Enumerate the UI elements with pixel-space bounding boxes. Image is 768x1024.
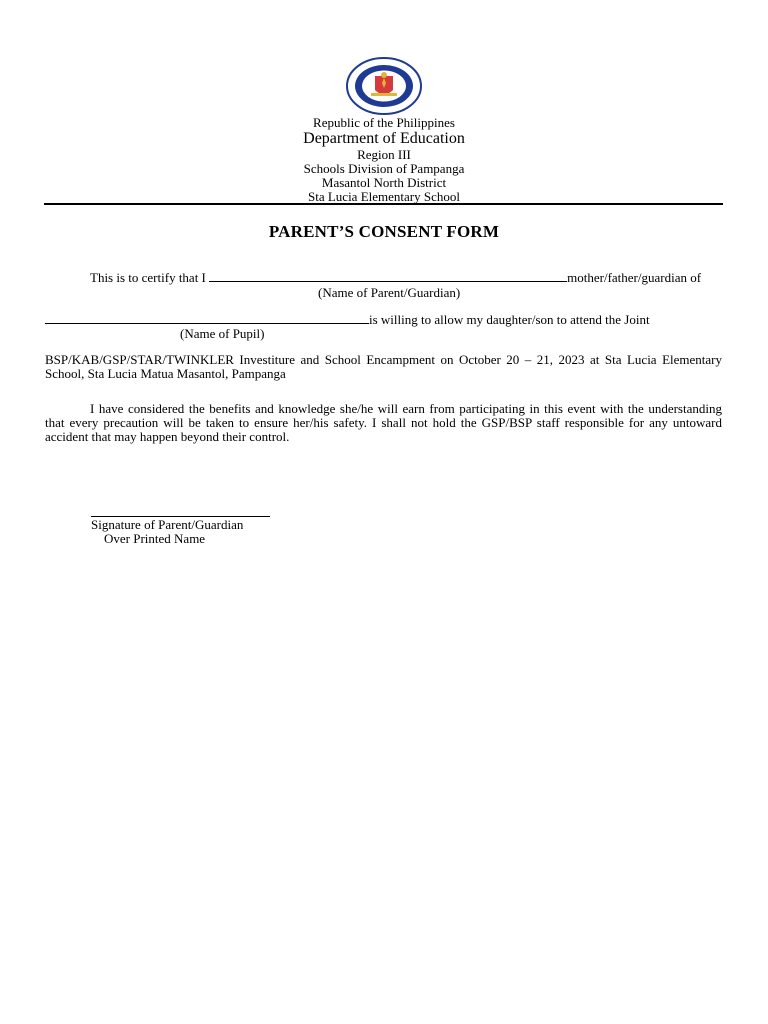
signature-label: Signature of Parent/Guardian bbox=[91, 517, 244, 532]
consent-paragraph bbox=[45, 402, 722, 444]
pupil-suffix: is willing to allow my daughter/son to attend the Joint bbox=[369, 312, 650, 327]
certify-prefix: This is to certify that I bbox=[90, 270, 206, 285]
region-heading: Region III bbox=[357, 147, 411, 162]
signature-sublabel: Over Printed Name bbox=[104, 531, 206, 546]
pupil-name-blank[interactable] bbox=[45, 312, 369, 324]
district-heading: Masantol North District bbox=[321, 175, 447, 190]
pupil-name-caption: (Name of Pupil) bbox=[180, 326, 265, 341]
republic-heading: Republic of the Philippines bbox=[313, 115, 455, 130]
certify-line bbox=[90, 270, 701, 286]
header-divider bbox=[44, 203, 723, 205]
deped-seal-icon bbox=[345, 57, 423, 115]
certify-suffix: mother/father/guardian of bbox=[567, 270, 702, 285]
form-title: PARENT’S CONSENT FORM bbox=[268, 222, 500, 241]
division-heading: Schools Division of Pampanga bbox=[303, 161, 465, 176]
consent-paragraph-text: I have considered the benefits and knowledge she/he will earn from participating in this event with the understanding that every precaution will be taken to ensure her/his safety. I shall not hold the GSP/BSP staff responsible for any untoward accident that may happen beyond their control. bbox=[45, 401, 722, 444]
department-heading: Department of Education bbox=[303, 130, 465, 147]
parent-name-blank[interactable] bbox=[209, 270, 567, 282]
school-heading: Sta Lucia Elementary School bbox=[308, 189, 460, 204]
event-paragraph: BSP/KAB/GSP/STAR/TWINKLER Investiture and School Encampment on October 20 – 21, 2023 at Sta Lucia Elementary School, Sta Lucia Matua Masantol, Pampanga bbox=[45, 352, 722, 381]
pupil-line bbox=[45, 312, 650, 328]
parent-name-caption: (Name of Parent/Guardian) bbox=[318, 285, 461, 300]
